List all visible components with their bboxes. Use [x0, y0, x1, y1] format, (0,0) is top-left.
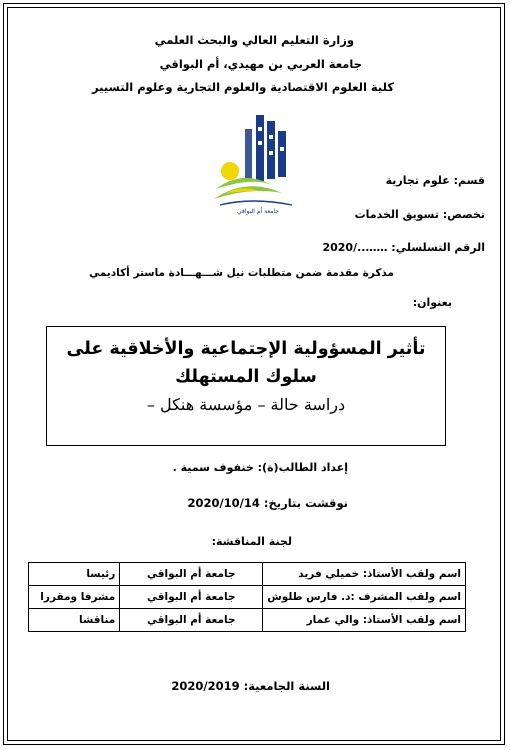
table-row	[29, 586, 466, 609]
thesis-title-box	[46, 326, 446, 446]
committee-table	[28, 562, 466, 632]
university-line: جامعة العربي بن مهيدي، أم البواقي	[159, 57, 362, 71]
member-role: رئيسا	[29, 563, 120, 586]
department: قسم: علوم تجارية	[385, 174, 485, 187]
committee-heading: لجنة المناقشة:	[211, 535, 292, 548]
member-university: جامعة أم البواقي	[120, 586, 263, 609]
university-logo	[212, 107, 302, 215]
academic-year: السنة الجامعية: 2020/2019	[171, 679, 330, 693]
thesis-title: تأثير المسؤولية الإجتماعية والأخلاقية على سلوك المستهلك	[66, 339, 426, 387]
faculty-line: كلية العلوم الاقتصادية والعلوم التجارية وعلوم التسيير	[92, 80, 394, 94]
member-role: مشرفا ومقررا	[29, 586, 120, 609]
ministry-line: وزارة التعليم العالي والبحث العلمي	[154, 33, 354, 47]
defense-date: نوقشت بتاريخ: 2020/10/14	[187, 496, 348, 510]
logo-caption: جامعة أم البواقي	[237, 208, 279, 215]
table-row	[29, 609, 466, 632]
member-name: اسم ولقب الأستاذ: خميلي فريد	[263, 563, 466, 586]
thesis-subtitle: دراسة حالة – مؤسسة هنكل –	[146, 395, 346, 414]
member-university: جامعة أم البواقي	[120, 563, 263, 586]
student-name: إعداد الطالب(ة): خنفوف سمية .	[172, 461, 348, 474]
member-university: جامعة أم البواقي	[120, 609, 263, 632]
member-name: اسم ولقب المشرف :د. فارس طلوش	[263, 586, 466, 609]
table-row	[29, 563, 466, 586]
title-label: بعنوان:	[412, 296, 452, 309]
serial-number: الرقم التسلسلي: ……../2020	[322, 241, 485, 254]
member-name: اسم ولقب الأستاذ: والي عمار	[263, 609, 466, 632]
member-role: مناقشا	[29, 609, 120, 632]
memo-statement: مذكرة مقدمة ضمن متطلبات نيل شـــهـــادة ماستر أكاديمي	[89, 267, 394, 279]
specialty: تخصص: تسويق الخدمات	[354, 208, 485, 221]
